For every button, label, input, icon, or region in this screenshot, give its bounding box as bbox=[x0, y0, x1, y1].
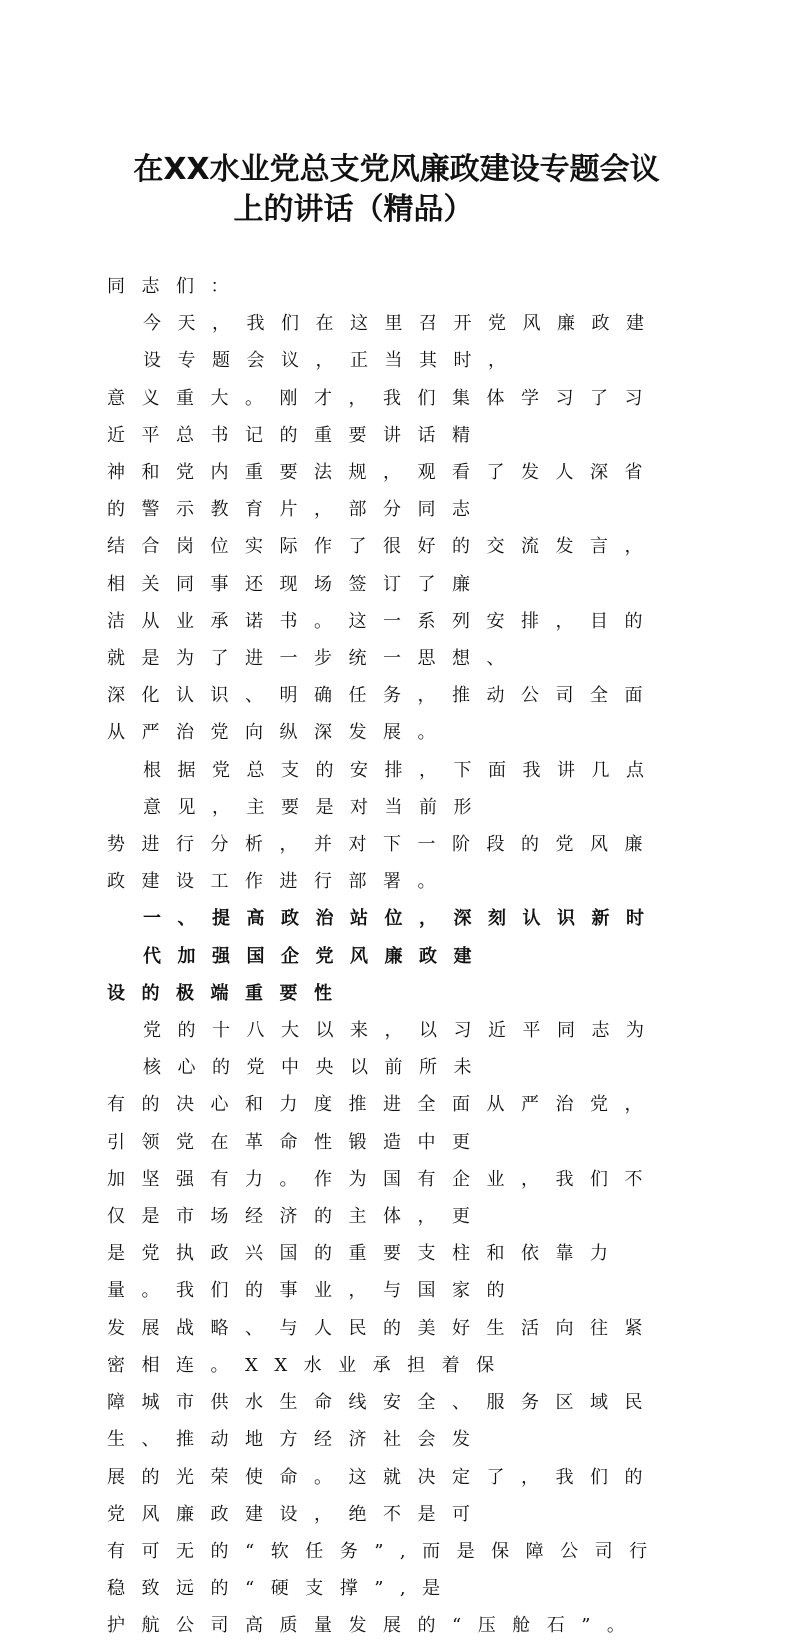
text-line: 一、提高政治站位，深刻认识新时代加强国企党风廉政建 bbox=[143, 908, 661, 967]
text-line: 深化认识、明确任务，推动公司全面从严治党向纵深发展。 bbox=[107, 685, 659, 744]
paragraph bbox=[107, 305, 688, 751]
text-line: 加坚强有力。作为国有企业，我们不仅是市场经济的主体，更 bbox=[107, 1168, 659, 1228]
text-line: 结合岗位实际作了很好的交流发言，相关同事还现场签订了廉 bbox=[107, 536, 659, 595]
text-line: 有的决心和力度推进全面从严治党，引领党在革命性锻造中更 bbox=[107, 1094, 659, 1153]
text-line: 洁从业承诺书。这一系列安排，目的就是为了进一步统一思想、 bbox=[107, 610, 659, 670]
text-line: 今天，我们在这里召开党风廉政建设专题会议，正当其时， bbox=[143, 313, 661, 372]
section-heading bbox=[107, 900, 688, 1012]
text-line: 党的十八大以来，以习近平同志为核心的党中央以前所未 bbox=[143, 1020, 661, 1079]
text-line: 障城市供水生命线安全、服务区域民生、推动地方经济社会发 bbox=[107, 1392, 659, 1451]
text-line: 是党执政兴国的重要支柱和依靠力量。我们的事业，与国家的 bbox=[107, 1243, 625, 1302]
text-line: 有可无的“软任务”,而是保障公司行稳致远的“硬支撑”,是 bbox=[107, 1540, 664, 1600]
document-body bbox=[107, 268, 688, 1645]
text-line: 根据党总支的安排，下面我讲几点意见，主要是对当前形 bbox=[143, 759, 661, 818]
text-line: 势进行分析，并对下一阶段的党风廉政建设工作进行部署。 bbox=[107, 834, 659, 893]
document-title-line-1: 在XX水业党总支党风廉政建设专题会议 bbox=[133, 152, 660, 187]
text-line: 展的光荣使命。这就决定了，我们的党风廉政建设，绝不是可 bbox=[107, 1466, 659, 1525]
text-line: 设的极端重要性 bbox=[107, 982, 349, 1004]
paragraph bbox=[107, 1012, 688, 1644]
text-line: 意义重大。刚才，我们集体学习了习近平总书记的重要讲话精 bbox=[107, 387, 659, 446]
document-title-line-2: 上的讲话（精品） bbox=[233, 192, 474, 227]
text-line: 神和党内重要法规，观看了发人深省的警示教育片，部分同志 bbox=[107, 462, 659, 521]
paragraph bbox=[107, 268, 688, 305]
text-line: 同志们： bbox=[107, 276, 245, 297]
paragraph bbox=[107, 752, 688, 901]
text-line: 发展战略、与人民的美好生活向往紧密相连。XX水业承担着保 bbox=[107, 1317, 659, 1376]
text-line: 护航公司高质量发展的“压舱石”。 bbox=[107, 1615, 642, 1637]
